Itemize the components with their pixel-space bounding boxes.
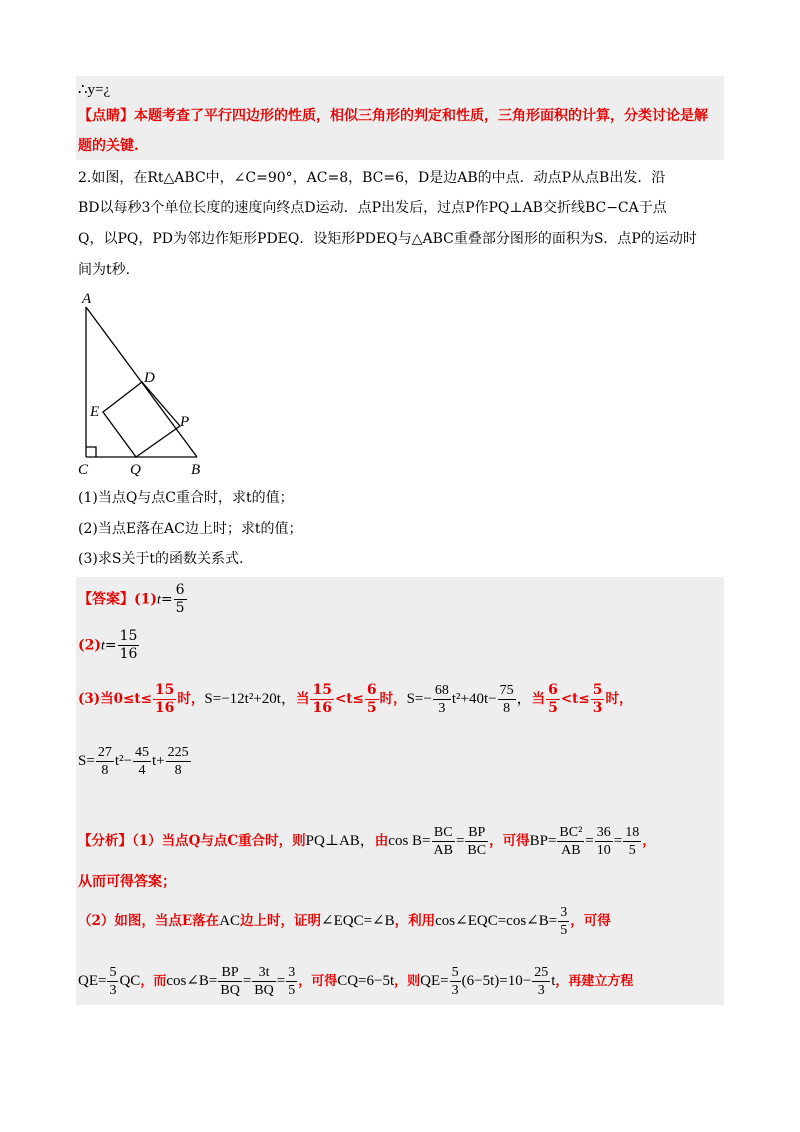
answer-2-num: 15 xyxy=(119,628,138,644)
frac-num: 25 xyxy=(534,965,549,981)
frac-den: AB xyxy=(561,843,581,859)
frac-num: 6 xyxy=(548,682,558,698)
answer-3-line-1 xyxy=(78,680,632,718)
frac-den: 8 xyxy=(174,763,182,779)
problem-line-1: 2.如图，在Rt△ABC中，∠C=90°，AC=8，BC=6，D是边AB的中点．动点P从点B出发．沿 xyxy=(78,170,666,186)
frac-den: BQ xyxy=(220,983,240,999)
answer-1-eq: = xyxy=(160,591,173,608)
frac-num: 6 xyxy=(366,682,377,698)
frac-den: 8 xyxy=(101,763,109,779)
frac-num: 3 xyxy=(288,965,296,981)
analysis-math xyxy=(78,965,141,999)
expr-part: QE= xyxy=(78,973,107,989)
expr-part: = xyxy=(613,833,623,849)
frac-den: 5 xyxy=(288,983,296,999)
answer-2-prefix: (2) xyxy=(78,637,101,654)
expr-part: BP= xyxy=(529,833,557,849)
answer-3-when: 时， xyxy=(177,691,205,707)
frac-num: 18 xyxy=(625,825,640,841)
analysis-math xyxy=(435,905,570,939)
analysis-math: AC xyxy=(219,913,241,929)
analysis-text: ，可得 xyxy=(489,833,530,849)
frac-den: 3 xyxy=(109,983,117,999)
frac-num: 45 xyxy=(134,745,149,761)
answer-1 xyxy=(78,582,188,618)
frac-num: 15 xyxy=(154,682,175,698)
expr-part: (6−5t)=10− xyxy=(461,973,532,989)
expr-part: = xyxy=(455,833,465,849)
top-conclusion: ∴y=¿ xyxy=(78,82,111,98)
label-q: Q xyxy=(130,462,141,478)
analysis-text: ，则 xyxy=(394,974,421,989)
frac-den: BQ xyxy=(254,983,274,999)
answer-2-eq: = xyxy=(104,637,117,654)
comment-line-2: 题的关键. xyxy=(78,138,139,154)
expr-part: QE= xyxy=(420,973,449,989)
answer-1-prefix: (1) xyxy=(134,591,157,608)
answer-3-expr-2 xyxy=(406,683,532,717)
answer-3-ineq: <t≤ xyxy=(334,691,364,707)
expr-part: S=− xyxy=(406,691,432,707)
answer-3-when: 时， xyxy=(379,691,407,707)
answer-3-frac-9 xyxy=(133,744,151,779)
question-3: (3)求S关于t的函数关系式. xyxy=(78,551,244,567)
expr-part: = xyxy=(242,973,252,989)
frac-bc-ab xyxy=(432,824,455,859)
label-d: D xyxy=(144,370,155,386)
answer-3-frac-8 xyxy=(96,744,114,779)
answer-3-cond-1: (3)当0≤t≤ xyxy=(78,691,152,707)
analysis-math xyxy=(388,825,489,859)
expr-part: t²+40t− xyxy=(451,691,497,707)
analysis-math xyxy=(529,825,643,859)
answer-3-frac-3 xyxy=(365,682,379,717)
answer-3-frac-5 xyxy=(498,682,516,717)
answer-3-frac-4 xyxy=(433,682,451,717)
answer-2 xyxy=(78,628,140,664)
frac-num: 3t xyxy=(252,964,275,982)
frac-den: 3 xyxy=(592,700,603,716)
triangle-figure xyxy=(70,288,210,478)
frac-num: BC xyxy=(432,824,455,842)
answer-2-den: 16 xyxy=(119,646,138,662)
frac-5-3b xyxy=(450,964,461,999)
expr-part: ， xyxy=(516,691,532,707)
analysis-math: PQ⊥AB， xyxy=(305,833,375,849)
answer-1-num: 6 xyxy=(175,582,185,598)
answer-3-frac-7 xyxy=(591,682,605,717)
analysis-text: ，再建立方程 xyxy=(555,974,634,989)
expr-part: t²− xyxy=(114,753,132,769)
analysis-text: （2）如图，当点E落在 xyxy=(78,913,220,929)
expr-part: cos∠B= xyxy=(166,973,218,989)
frac-den: 4 xyxy=(138,763,146,779)
frac-18-5 xyxy=(623,824,641,859)
frac-den: 5 xyxy=(560,923,568,939)
problem-line-2: BD以每秒3个单位长度的速度向终点D运动．点P出发后，过点P作PQ⊥AB交折线BC−CA于点 xyxy=(78,200,667,216)
frac-den: 5 xyxy=(548,700,558,716)
analysis-text: 由 xyxy=(374,833,389,849)
frac-den: 3 xyxy=(451,983,459,999)
expr-part: S= xyxy=(78,753,95,769)
answer-3-frac-1 xyxy=(153,682,176,717)
analysis-text: ，利用 xyxy=(394,913,436,929)
analysis-tag: 【分析】 xyxy=(78,833,132,849)
frac-bp-bq xyxy=(218,964,241,999)
expr-part: t+ xyxy=(151,753,165,769)
frac-den: 16 xyxy=(312,700,332,716)
answer-3-cond-3: 当 xyxy=(531,691,546,707)
answer-3-expr-1: S=−12t²+20t， xyxy=(204,691,296,707)
frac-den: 16 xyxy=(154,700,175,716)
answer-2-var: t xyxy=(101,638,105,654)
comment-line-1 xyxy=(78,106,708,126)
analysis-line-4 xyxy=(78,962,633,1001)
analysis-math xyxy=(420,965,556,999)
analysis-math: ∠EQC=∠B xyxy=(321,913,395,929)
frac-num: 5 xyxy=(109,965,117,981)
frac-num: BP xyxy=(465,824,488,842)
answer-3-line-2 xyxy=(78,742,192,780)
problem-line-4: 间为t秒. xyxy=(78,262,131,278)
label-p: P xyxy=(180,414,190,430)
problem-line-3: Q，以PQ，PD为邻边作矩形PDEQ．设矩形PDEQ与△ABC重叠部分图形的面积为S．点P的运动时 xyxy=(78,231,697,247)
analysis-math: CQ=6−5t xyxy=(337,973,395,989)
answer-tag: 【答案】 xyxy=(78,591,134,608)
expr-part: QC xyxy=(119,973,141,989)
label-e: E xyxy=(90,404,100,420)
frac-3-5b xyxy=(286,964,297,999)
frac-den: 3 xyxy=(438,701,446,717)
analysis-line-1 xyxy=(78,822,656,860)
analysis-math xyxy=(166,965,298,999)
answer-1-var: t xyxy=(157,592,161,608)
frac-den: 3 xyxy=(537,983,545,999)
analysis-text: 边上时，证明 xyxy=(240,913,322,929)
frac-den: BC xyxy=(467,843,487,859)
analysis-line-2: 从而可得答案； xyxy=(78,874,176,890)
frac-num: 3 xyxy=(560,905,568,921)
frac-den: AB xyxy=(433,843,453,859)
comment-tag: 【点睛】 xyxy=(78,108,134,124)
frac-num: BC² xyxy=(559,825,583,841)
frac-num: 27 xyxy=(97,745,112,761)
comment-text: 本题考查了平行四边形的性质，相似三角形的判定和性质，三角形面积的计算，分类讨论是解 xyxy=(134,108,708,124)
frac-5-3 xyxy=(107,964,118,999)
frac-den: 5 xyxy=(366,700,377,716)
expr-part: t xyxy=(551,973,556,989)
answer-2-fraction xyxy=(118,628,140,663)
expr-part: cos∠EQC=cos∠B= xyxy=(435,913,558,929)
question-1: (1)当点Q与点C重合时，求t的值； xyxy=(78,490,294,506)
answer-3-when: 时， xyxy=(605,691,633,707)
frac-num: 68 xyxy=(434,683,449,699)
frac-bc2-ab xyxy=(557,824,584,859)
frac-num: 36 xyxy=(596,825,611,841)
label-c: C xyxy=(78,462,89,478)
frac-bp-bc xyxy=(465,824,488,859)
frac-num: BP xyxy=(218,964,241,982)
frac-num: 75 xyxy=(499,683,514,699)
answer-3-frac-2 xyxy=(310,682,333,717)
frac-3t-bq xyxy=(252,964,275,999)
expr-part: cos B= xyxy=(388,833,431,849)
answer-3-ineq: <t≤ xyxy=(560,691,590,707)
frac-num: 225 xyxy=(167,745,189,761)
analysis-text: （1）当点Q与点C重合时，则 xyxy=(132,833,306,849)
frac-num: 5 xyxy=(451,965,459,981)
analysis-line-3 xyxy=(78,902,611,940)
frac-den: 8 xyxy=(503,701,511,717)
frac-num: 5 xyxy=(592,682,603,698)
frac-den: 5 xyxy=(628,843,636,859)
answer-3-cond-2: 当 xyxy=(295,691,310,707)
analysis-text: ， xyxy=(642,833,656,849)
question-2: (2)当点E落在AC边上时；求t的值； xyxy=(78,521,303,537)
analysis-text: ，而 xyxy=(140,974,167,989)
right-angle-mark xyxy=(86,447,96,457)
label-a: A xyxy=(82,291,92,307)
answer-3-frac-6 xyxy=(546,682,560,717)
expr-part: = xyxy=(585,833,594,849)
answer-1-den: 5 xyxy=(175,600,185,616)
analysis-text: ，可得 xyxy=(298,974,338,989)
frac-36-10 xyxy=(595,824,613,859)
frac-den: 10 xyxy=(596,843,611,859)
answer-3-frac-10 xyxy=(166,744,191,779)
analysis-text: ，可得 xyxy=(570,913,611,929)
solution-block xyxy=(76,577,724,1005)
frac-num: 15 xyxy=(312,682,332,698)
frac-25-3 xyxy=(532,964,550,999)
expr-part: = xyxy=(276,973,286,989)
answer-1-fraction xyxy=(174,582,187,617)
label-b: B xyxy=(191,462,201,478)
frac-3-5 xyxy=(558,904,569,939)
